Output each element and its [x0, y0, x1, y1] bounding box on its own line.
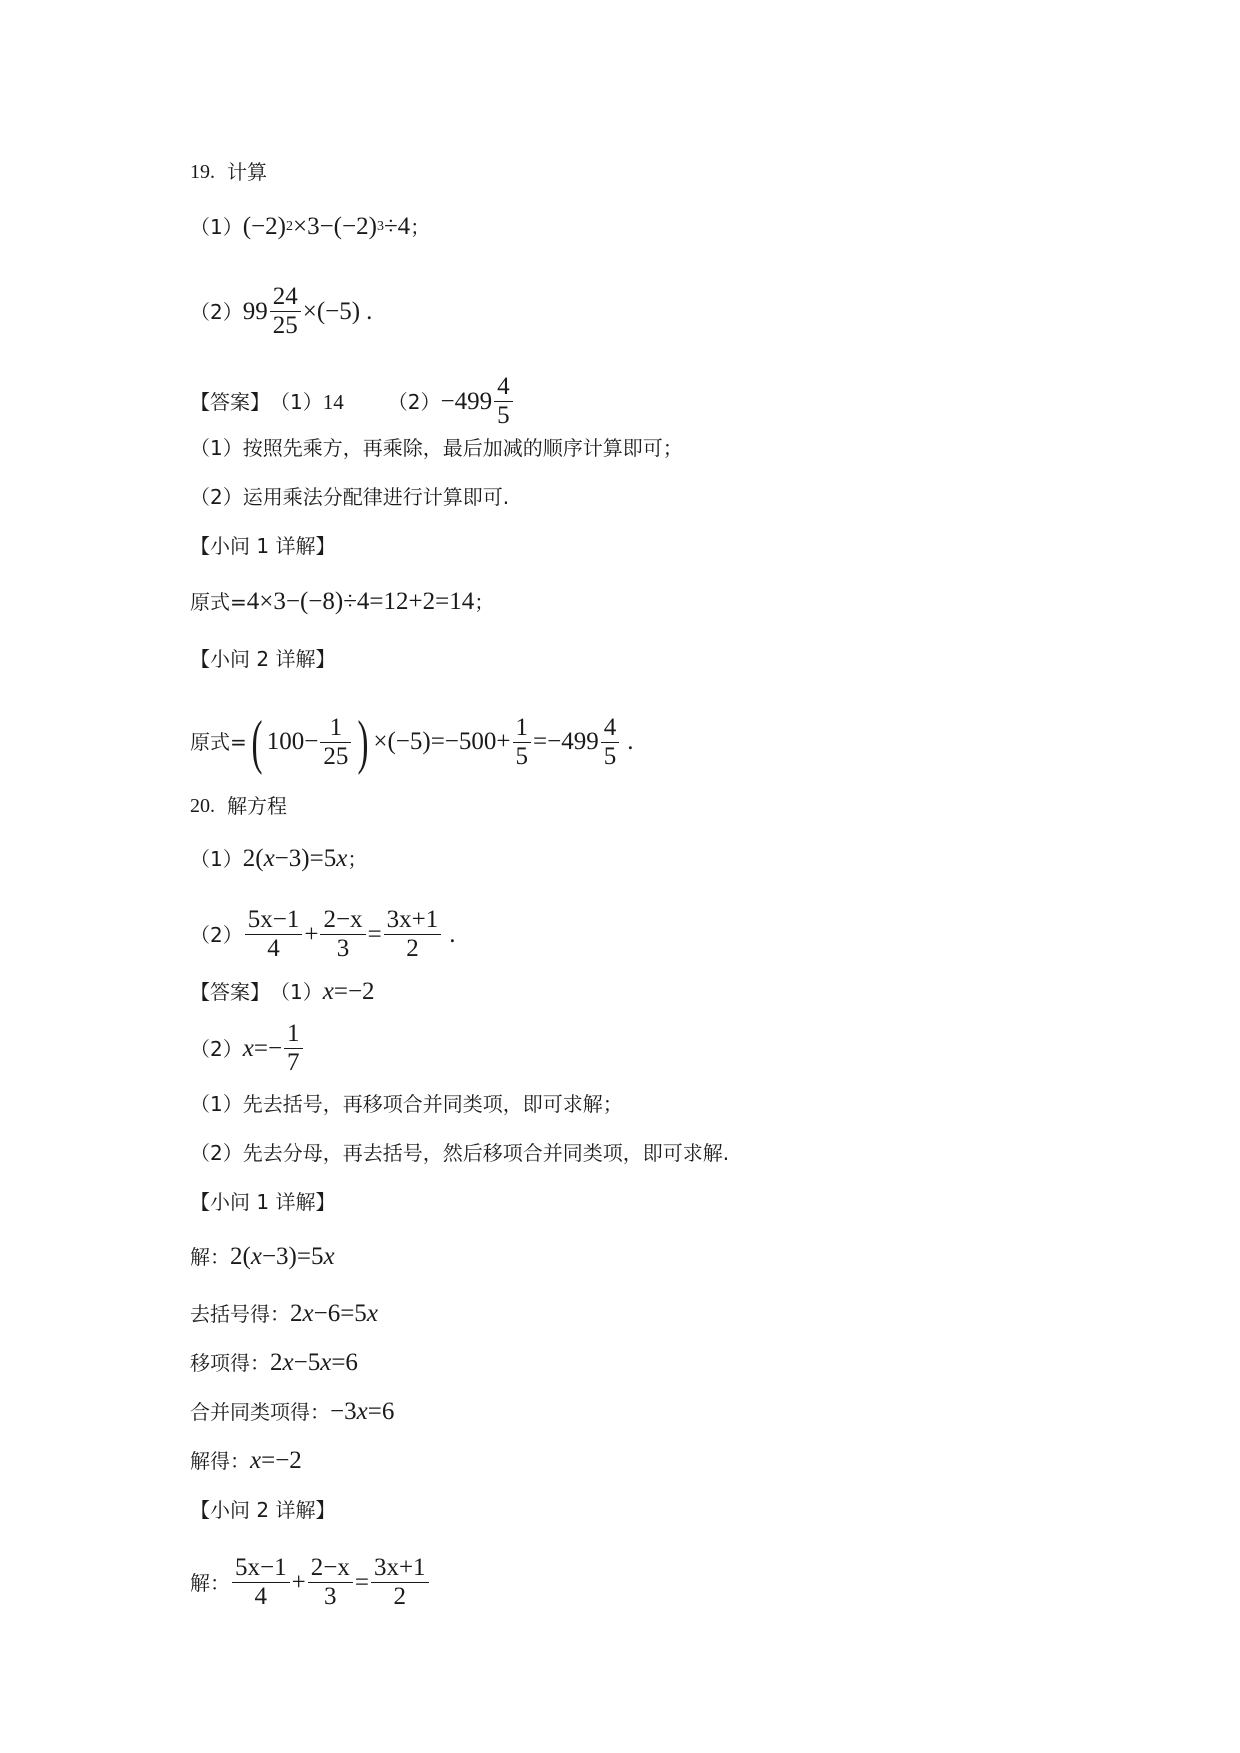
fraction — [371, 1554, 429, 1611]
answer1-label: （1） — [270, 980, 323, 1004]
step-expr — [270, 1349, 358, 1377]
q19-part2-expr — [243, 283, 373, 340]
q20-step3 — [190, 1349, 358, 1377]
expr-term: (−2) — [242, 213, 286, 240]
denominator: 5 — [497, 402, 510, 429]
operator: + — [291, 1568, 306, 1596]
q19-sub2-tag: 【小问 2 详解】 — [190, 647, 336, 671]
answer1-value — [323, 978, 375, 1006]
period: . — [366, 297, 373, 325]
variable: x — [320, 1349, 332, 1376]
variable: x — [366, 1300, 378, 1327]
expr-term: ×(−5) — [302, 297, 361, 325]
whole-number: −499 — [440, 387, 493, 415]
denominator: 25 — [323, 742, 349, 770]
variable: x — [282, 1349, 294, 1376]
expr-term: −3 — [330, 1398, 357, 1425]
fraction — [494, 373, 513, 430]
expr-term: 2( — [230, 1243, 251, 1270]
fraction — [320, 906, 365, 963]
q19-analysis1: （1）按照先乘方，再乘除，最后加减的顺序计算即可； — [190, 436, 683, 460]
fraction — [384, 906, 442, 963]
q19-sub1-solution — [190, 588, 494, 616]
q20-sub2-solution — [190, 1554, 431, 1611]
numerator: 5x−1 — [247, 906, 300, 933]
step-label: 合并同类项得： — [190, 1400, 330, 1424]
variable: x — [323, 1243, 335, 1270]
answer2-label: （2） — [190, 1036, 243, 1061]
q20-part1-end: ； — [347, 847, 368, 871]
q20-part2 — [190, 906, 456, 963]
expr-term: ×3−(−2) — [292, 213, 377, 240]
q20-part1-label: （1） — [190, 847, 243, 871]
q20-sub1-tag: 【小问 1 详解】 — [190, 1190, 336, 1214]
step-label: 移项得： — [190, 1351, 270, 1375]
q19-part1-end: ； — [410, 215, 431, 239]
expr-term: ×(−5)=−500+ — [373, 728, 511, 755]
expr-term: −3)=5 — [274, 845, 337, 872]
numerator: 3x+1 — [386, 906, 439, 933]
step-expr — [290, 1300, 378, 1328]
numerator: 24 — [272, 283, 298, 310]
step-expr — [230, 1243, 335, 1271]
q20-sub2-tag: 【小问 2 详解】 — [190, 1498, 336, 1522]
q20-part2-expr — [243, 906, 456, 963]
fraction — [270, 283, 301, 340]
q20-part2-label: （2） — [190, 922, 243, 947]
operator: = — [354, 1568, 369, 1596]
q19-sub2-solution — [190, 709, 634, 775]
denominator: 3 — [336, 935, 350, 962]
q20-part1-expr — [243, 845, 348, 873]
operator: + — [304, 920, 319, 948]
variable: x — [336, 845, 348, 872]
exponent: 2 — [285, 219, 293, 234]
variable: x — [250, 1243, 262, 1270]
variable: x — [322, 978, 334, 1005]
answer2-value — [440, 373, 514, 430]
step-expr — [330, 1398, 394, 1426]
expr-term: =− — [253, 1034, 283, 1062]
q19-part2-label: （2） — [190, 299, 243, 324]
numerator: 2−x — [323, 906, 363, 933]
numerator: 5x−1 — [235, 1554, 287, 1581]
q20-part1 — [190, 845, 367, 873]
expr-term: 100− — [266, 728, 319, 755]
fraction — [513, 714, 532, 771]
variable: x — [250, 1447, 262, 1474]
solution-prefix: 原式= — [190, 590, 247, 614]
numerator: 1 — [515, 713, 528, 741]
operator: = — [367, 920, 382, 948]
period: . — [449, 920, 456, 948]
fraction — [601, 714, 620, 771]
expr-term: =6 — [331, 1349, 358, 1376]
q20-step2 — [190, 1300, 378, 1328]
q19-number: 19. — [190, 161, 215, 183]
q19-part1-label: （1） — [190, 215, 243, 239]
step-label: 解： — [190, 1245, 230, 1269]
solution-expr: 4×3−(−8)÷4=12+2=14 — [246, 588, 475, 615]
numerator: 3x+1 — [373, 1554, 426, 1581]
answer-tag: 【答案】 — [190, 980, 270, 1004]
expr-term: =−2 — [261, 1447, 302, 1474]
step-label: 解得： — [190, 1449, 250, 1473]
answer1-value: 14 — [322, 389, 344, 414]
q20-analysis2: （2）先去分母，再去括号，然后移项合并同类项，即可求解. — [190, 1141, 730, 1165]
whole-number: 99 — [242, 297, 268, 325]
answer2-value — [243, 1020, 305, 1077]
step-expr — [250, 1447, 302, 1475]
numerator: 4 — [603, 713, 617, 741]
q20-title: 解方程 — [227, 794, 287, 818]
variable: x — [302, 1300, 314, 1327]
q19-header — [190, 158, 267, 186]
fraction — [245, 906, 303, 963]
variable: x — [242, 1034, 254, 1062]
variable: x — [263, 845, 275, 872]
expr-term: 2( — [242, 845, 264, 872]
numerator: 4 — [497, 373, 510, 400]
expr-term: =6 — [367, 1398, 395, 1425]
step-label: 解： — [190, 1570, 230, 1595]
answer2-label: （2） — [387, 389, 441, 414]
numerator: 1 — [287, 1020, 300, 1047]
expr-term: 2 — [290, 1300, 303, 1327]
fraction — [308, 1554, 353, 1611]
denominator: 4 — [254, 1583, 268, 1610]
q20-step1 — [190, 1243, 335, 1271]
numerator: 1 — [329, 713, 343, 741]
q20-step5 — [190, 1447, 302, 1475]
answer-tag: 【答案】 — [190, 389, 270, 414]
expr-term: ÷4 — [383, 213, 411, 240]
expr-term: −5 — [293, 1349, 321, 1376]
q19-part1-expr — [243, 213, 410, 241]
fraction — [232, 1554, 290, 1611]
q19-analysis2: （2）运用乘法分配律进行计算即可. — [190, 485, 510, 509]
denominator: 3 — [324, 1583, 337, 1610]
q20-analysis1: （1）先去括号，再移项合并同类项，即可求解； — [190, 1092, 623, 1116]
step-label: 去括号得： — [190, 1302, 290, 1326]
q19-title: 计算 — [227, 160, 267, 184]
numerator: 2−x — [310, 1554, 350, 1581]
q19-sub1-tag: 【小问 1 详解】 — [190, 534, 336, 558]
expr-term: =−2 — [333, 978, 375, 1005]
q20-answer2 — [190, 1020, 305, 1077]
solution-expr — [247, 709, 634, 775]
answer1-label: （1） — [270, 389, 323, 414]
expr-term: 2 — [270, 1349, 283, 1376]
exponent: 3 — [376, 219, 384, 234]
denominator: 2 — [393, 1583, 406, 1610]
denominator: 2 — [406, 935, 419, 962]
q19-part2 — [190, 283, 372, 340]
expr-term: −6=5 — [313, 1300, 367, 1327]
denominator: 25 — [272, 312, 298, 339]
denominator: 5 — [515, 742, 528, 770]
q20-number: 20. — [190, 795, 215, 817]
variable: x — [356, 1398, 368, 1425]
solution-prefix: 原式= — [190, 730, 247, 754]
q20-answer1 — [190, 978, 375, 1006]
q19-answer — [190, 373, 515, 430]
denominator: 7 — [287, 1049, 300, 1076]
expr-term: −3)=5 — [261, 1243, 324, 1270]
q20-step4 — [190, 1398, 394, 1426]
left-paren: ( — [251, 709, 263, 775]
fraction — [320, 714, 351, 771]
q19-part1 — [190, 213, 430, 241]
period: . — [627, 728, 634, 755]
denominator: 5 — [603, 742, 617, 770]
right-paren: ) — [357, 709, 369, 775]
q20-header — [190, 792, 287, 820]
denominator: 4 — [267, 935, 280, 962]
step-expr — [230, 1554, 431, 1611]
expr-term: =−499 — [533, 728, 599, 755]
solution-end: ； — [474, 590, 495, 614]
fraction — [284, 1020, 303, 1077]
